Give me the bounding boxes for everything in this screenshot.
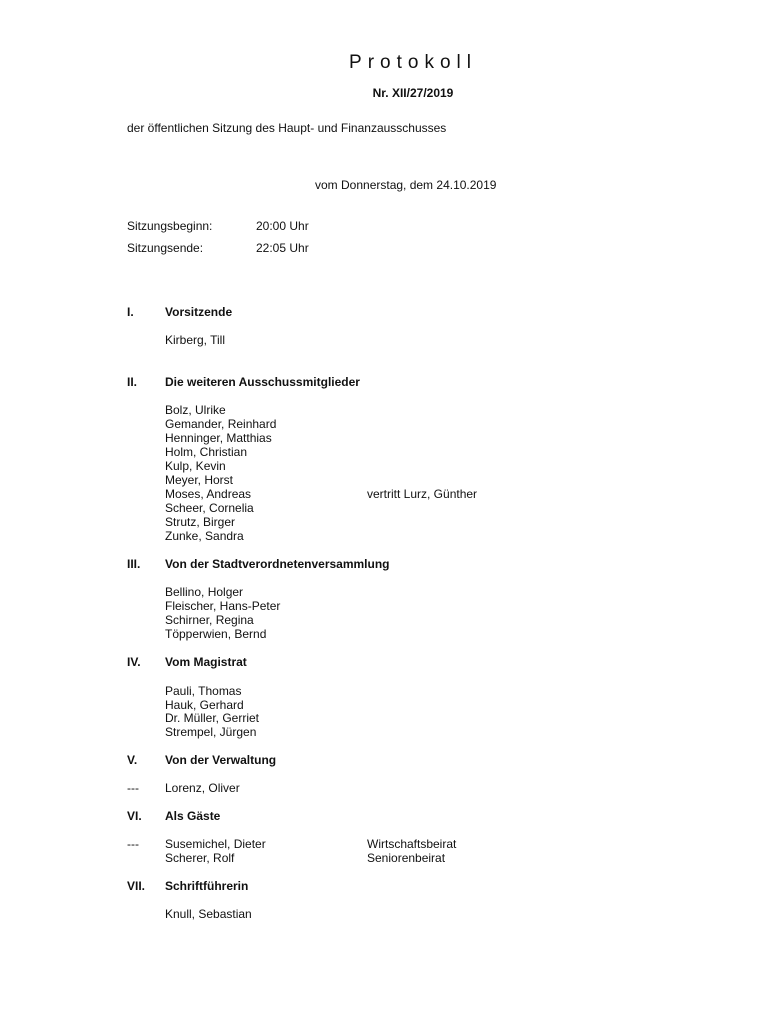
attendee-name: Hauk, Gerhard [165, 698, 244, 712]
section-number: VII. [127, 879, 146, 893]
section-title: Schriftführerin [165, 879, 249, 893]
attendee-name: Zunke, Sandra [165, 529, 244, 543]
attendee-name: Susemichel, Dieter [165, 837, 266, 851]
section-title: Vom Magistrat [165, 655, 247, 669]
section-title: Vorsitzende [165, 305, 233, 319]
section-title: Als Gäste [165, 809, 221, 823]
attendee-name: Moses, Andreas [165, 487, 252, 501]
attendee-note: Seniorenbeirat [367, 851, 446, 865]
start-value: 20:00 Uhr [256, 219, 309, 233]
section-number: III. [127, 557, 141, 571]
attendee-name: Fleischer, Hans-Peter [165, 599, 281, 613]
attendee-name: Töpperwien, Bernd [165, 627, 267, 641]
start-label: Sitzungsbeginn: [127, 219, 213, 233]
attendee-name: Bolz, Ulrike [165, 403, 226, 417]
attendee-name: Dr. Müller, Gerriet [165, 711, 260, 725]
section-number: IV. [127, 655, 141, 669]
section-number: II. [127, 375, 138, 389]
attendee-name: Holm, Christian [165, 445, 248, 459]
section-number: VI. [127, 809, 142, 823]
attendee-name: Kulp, Kevin [165, 459, 226, 473]
attendee-name: Schirner, Regina [165, 613, 254, 627]
section-number: I. [127, 305, 134, 319]
attendee-name: Lorenz, Oliver [165, 781, 240, 795]
section-title: Von der Stadtverordnetenversammlung [165, 557, 390, 571]
entry-prefix: --- [127, 781, 139, 795]
attendee-name: Strutz, Birger [165, 515, 236, 529]
attendee-name: Scherer, Rolf [165, 851, 235, 865]
section-title: Die weiteren Ausschussmitglieder [165, 375, 360, 389]
end-label: Sitzungsende: [127, 241, 204, 255]
attendee-name: Meyer, Horst [165, 473, 234, 487]
attendee-note: vertritt Lurz, Günther [367, 487, 478, 501]
document-number: Nr. XII/27/2019 [372, 86, 454, 100]
attendee-name: Kirberg, Till [165, 333, 226, 347]
attendee-name: Gemander, Reinhard [165, 417, 277, 431]
attendee-name: Bellino, Holger [165, 585, 244, 599]
meeting-date: vom Donnerstag, dem 24.10.2019 [315, 178, 497, 192]
attendee-name: Henninger, Matthias [165, 431, 272, 445]
end-value: 22:05 Uhr [256, 241, 309, 255]
section-title: Von der Verwaltung [165, 753, 277, 767]
attendee-name: Knull, Sebastian [165, 907, 252, 921]
attendee-name: Pauli, Thomas [165, 684, 242, 698]
attendee-note: Wirtschaftsbeirat [367, 837, 457, 851]
entry-prefix: --- [127, 837, 139, 851]
section-number: V. [127, 753, 138, 767]
document-title: Protokoll [349, 52, 477, 73]
attendee-name: Scheer, Cornelia [165, 501, 254, 515]
attendee-name: Strempel, Jürgen [165, 725, 257, 739]
document-subtitle: der öffentlichen Sitzung des Haupt- und Finanzausschusses [127, 121, 447, 135]
